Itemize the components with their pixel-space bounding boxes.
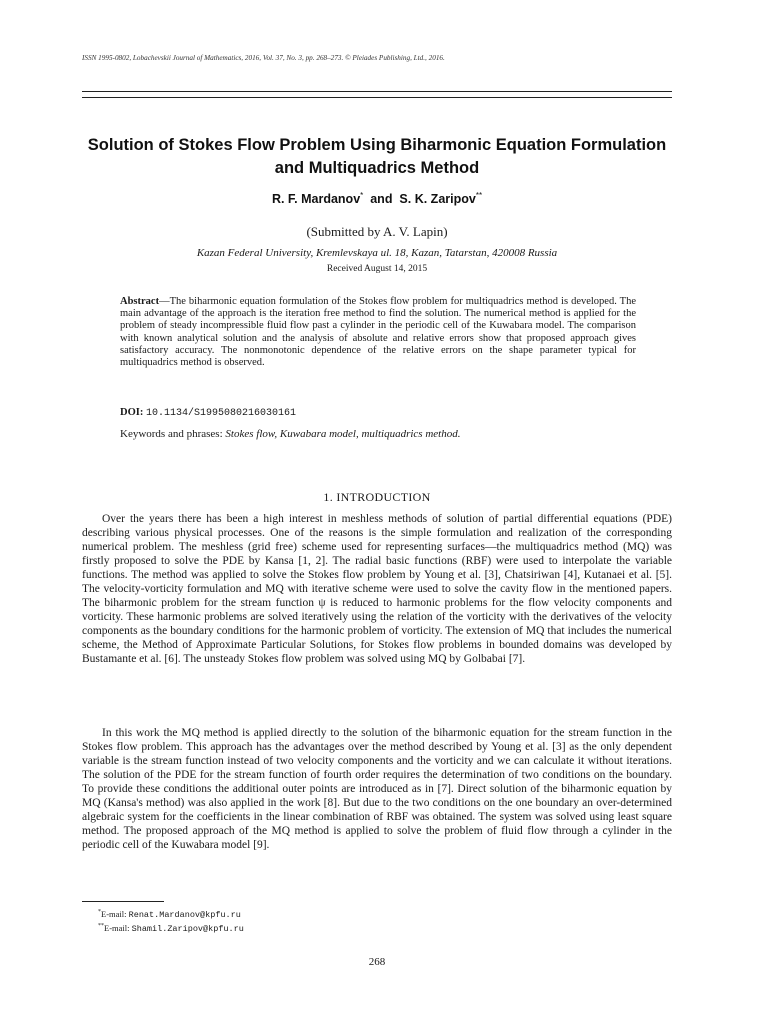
author-1-mark: * bbox=[360, 191, 364, 200]
footnote-1-label: E-mail: bbox=[101, 909, 129, 919]
footnote-2 bbox=[98, 923, 244, 934]
author-2: S. K. Zaripov bbox=[399, 192, 476, 207]
author-1: R. F. Mardanov bbox=[271, 192, 361, 207]
footnote-2-email[interactable]: Shamil.Zaripov@kpfu.ru bbox=[131, 924, 244, 934]
header-rule-top bbox=[82, 91, 672, 92]
footnote-1 bbox=[98, 909, 241, 920]
affiliation: Kazan Federal University, Kremlevskaya ul. 18, Kazan, Tatarstan, 420008 Russia bbox=[196, 247, 558, 259]
footnote-2-mark: ** bbox=[98, 923, 104, 930]
page-number: 268 bbox=[368, 956, 386, 968]
abstract bbox=[120, 296, 636, 369]
keywords-line bbox=[120, 428, 660, 440]
footnote-1-mark: * bbox=[98, 909, 101, 916]
footnote-1-email[interactable]: Renat.Mardanov@kpfu.ru bbox=[128, 910, 241, 920]
received-date: Received August 14, 2015 bbox=[326, 264, 428, 274]
doi-line bbox=[120, 407, 636, 419]
submitted-by: (Submitted by A. V. Lapin) bbox=[306, 224, 448, 239]
doi-link[interactable]: 10.1134/S1995080216030161 bbox=[145, 408, 296, 419]
keywords-label: Keywords and phrases: bbox=[120, 428, 223, 440]
author-2-mark: ** bbox=[475, 191, 483, 200]
footnote-2-label: E-mail: bbox=[104, 923, 132, 933]
journal-citation-line: ISSN 1995-0802, Lobachevskii Journal of Mathematics, 2016, Vol. 37, No. 3, pp. 268–273. © Pleiades Publishing, Ltd., 2016. bbox=[82, 54, 445, 62]
header-rule-bottom bbox=[82, 97, 672, 98]
abstract-text: —The biharmonic equation formulation of the Stokes flow problem for multiquadrics method is developed. The main advantage of the approach is the iteration free method to find the solution. The numerical method is applied for the problem of steady incompressible fluid flow past a cylinder in the periodic cell of the Kuwabara model. The comparison with known analytical solution and the analysis of absolute and relative errors show that proposed approach gives satisfactory accuracy. The nonmonotonic dependence of the relative errors on the shape parameter typical for multiquadrics method is observed. bbox=[120, 296, 636, 369]
intro-paragraph-1: Over the years there has been a high interest in meshless methods of solution of partial differential equations (PDE) describing various physical processes. One of the reasons is the simple formulation and realization of the corresponding numerical problem. The meshless (grid free) scheme used for representing surfaces—the multiquadrics method (MQ) was firstly proposed to solve the PDE by Kansa [1, 2]. The radial basic functions (RBF) were used to interpolate the variable functions. The method was applied to solve the Stokes flow problem by Young et al. [3], Chatsiriwan [4], Kutanaei et al. [5]. The velocity-vorticity formulation and MQ with iterative scheme were used to solve the cavity flow in the mentioned papers. The biharmonic problem for the stream function ψ is reduced to harmonic problems for the flow velocity components and vorticity. These harmonic problems are solved iteratively using the relation of the vorticity with the derivatives of the velocity components as the boundary conditions for the harmonic problem of vorticity. The extension of MQ that includes the numerical scheme, the Method of Approximate Particular Solutions, for Stokes flow problems in bounded domains was developed by Bustamante et al. [6]. The unsteady Stokes flow problem was solved using MQ by Golbabai [7]. bbox=[82, 513, 672, 666]
footnote-rule bbox=[82, 901, 164, 902]
section-heading: 1. INTRODUCTION bbox=[323, 490, 431, 504]
keywords-value: Stokes flow, Kuwabara model, multiquadrics method. bbox=[225, 428, 461, 440]
author-line bbox=[82, 191, 672, 206]
doi-label: DOI: bbox=[120, 407, 144, 418]
abstract-label: Abstract bbox=[120, 296, 160, 307]
article-title: Solution of Stokes Flow Problem Using Biharmonic Equation Formulation and Multiquadrics Method bbox=[87, 136, 667, 177]
intro-paragraph-2: In this work the MQ method is applied directly to the solution of the biharmonic equation for the stream function in the Stokes flow problem. This approach has the advantages over the method described by Young et al. [3] as the only dependent variable is the stream function instead of two velocity components and the vorticity and we can calculate it without iterations. The solution of the PDE for the stream function of fourth order requires the determination of two conditions on the boundary. To provide these conditions the additional outer points are introduced as in [7]. Direct solution of the biharmonic equation by MQ (Kansa's method) was also applied in the work [8]. But due to the two conditions on the one boundary an over-determined algebraic system for the coefficients in the linear combination of RBF was obtained. The system was solved using least square method. The proposed approach of the MQ method is applied to solve the problem of fluid flow through a cylinder in the periodic cell of the Kuwabara model [9]. bbox=[82, 727, 672, 852]
author-joiner: and bbox=[370, 192, 393, 207]
